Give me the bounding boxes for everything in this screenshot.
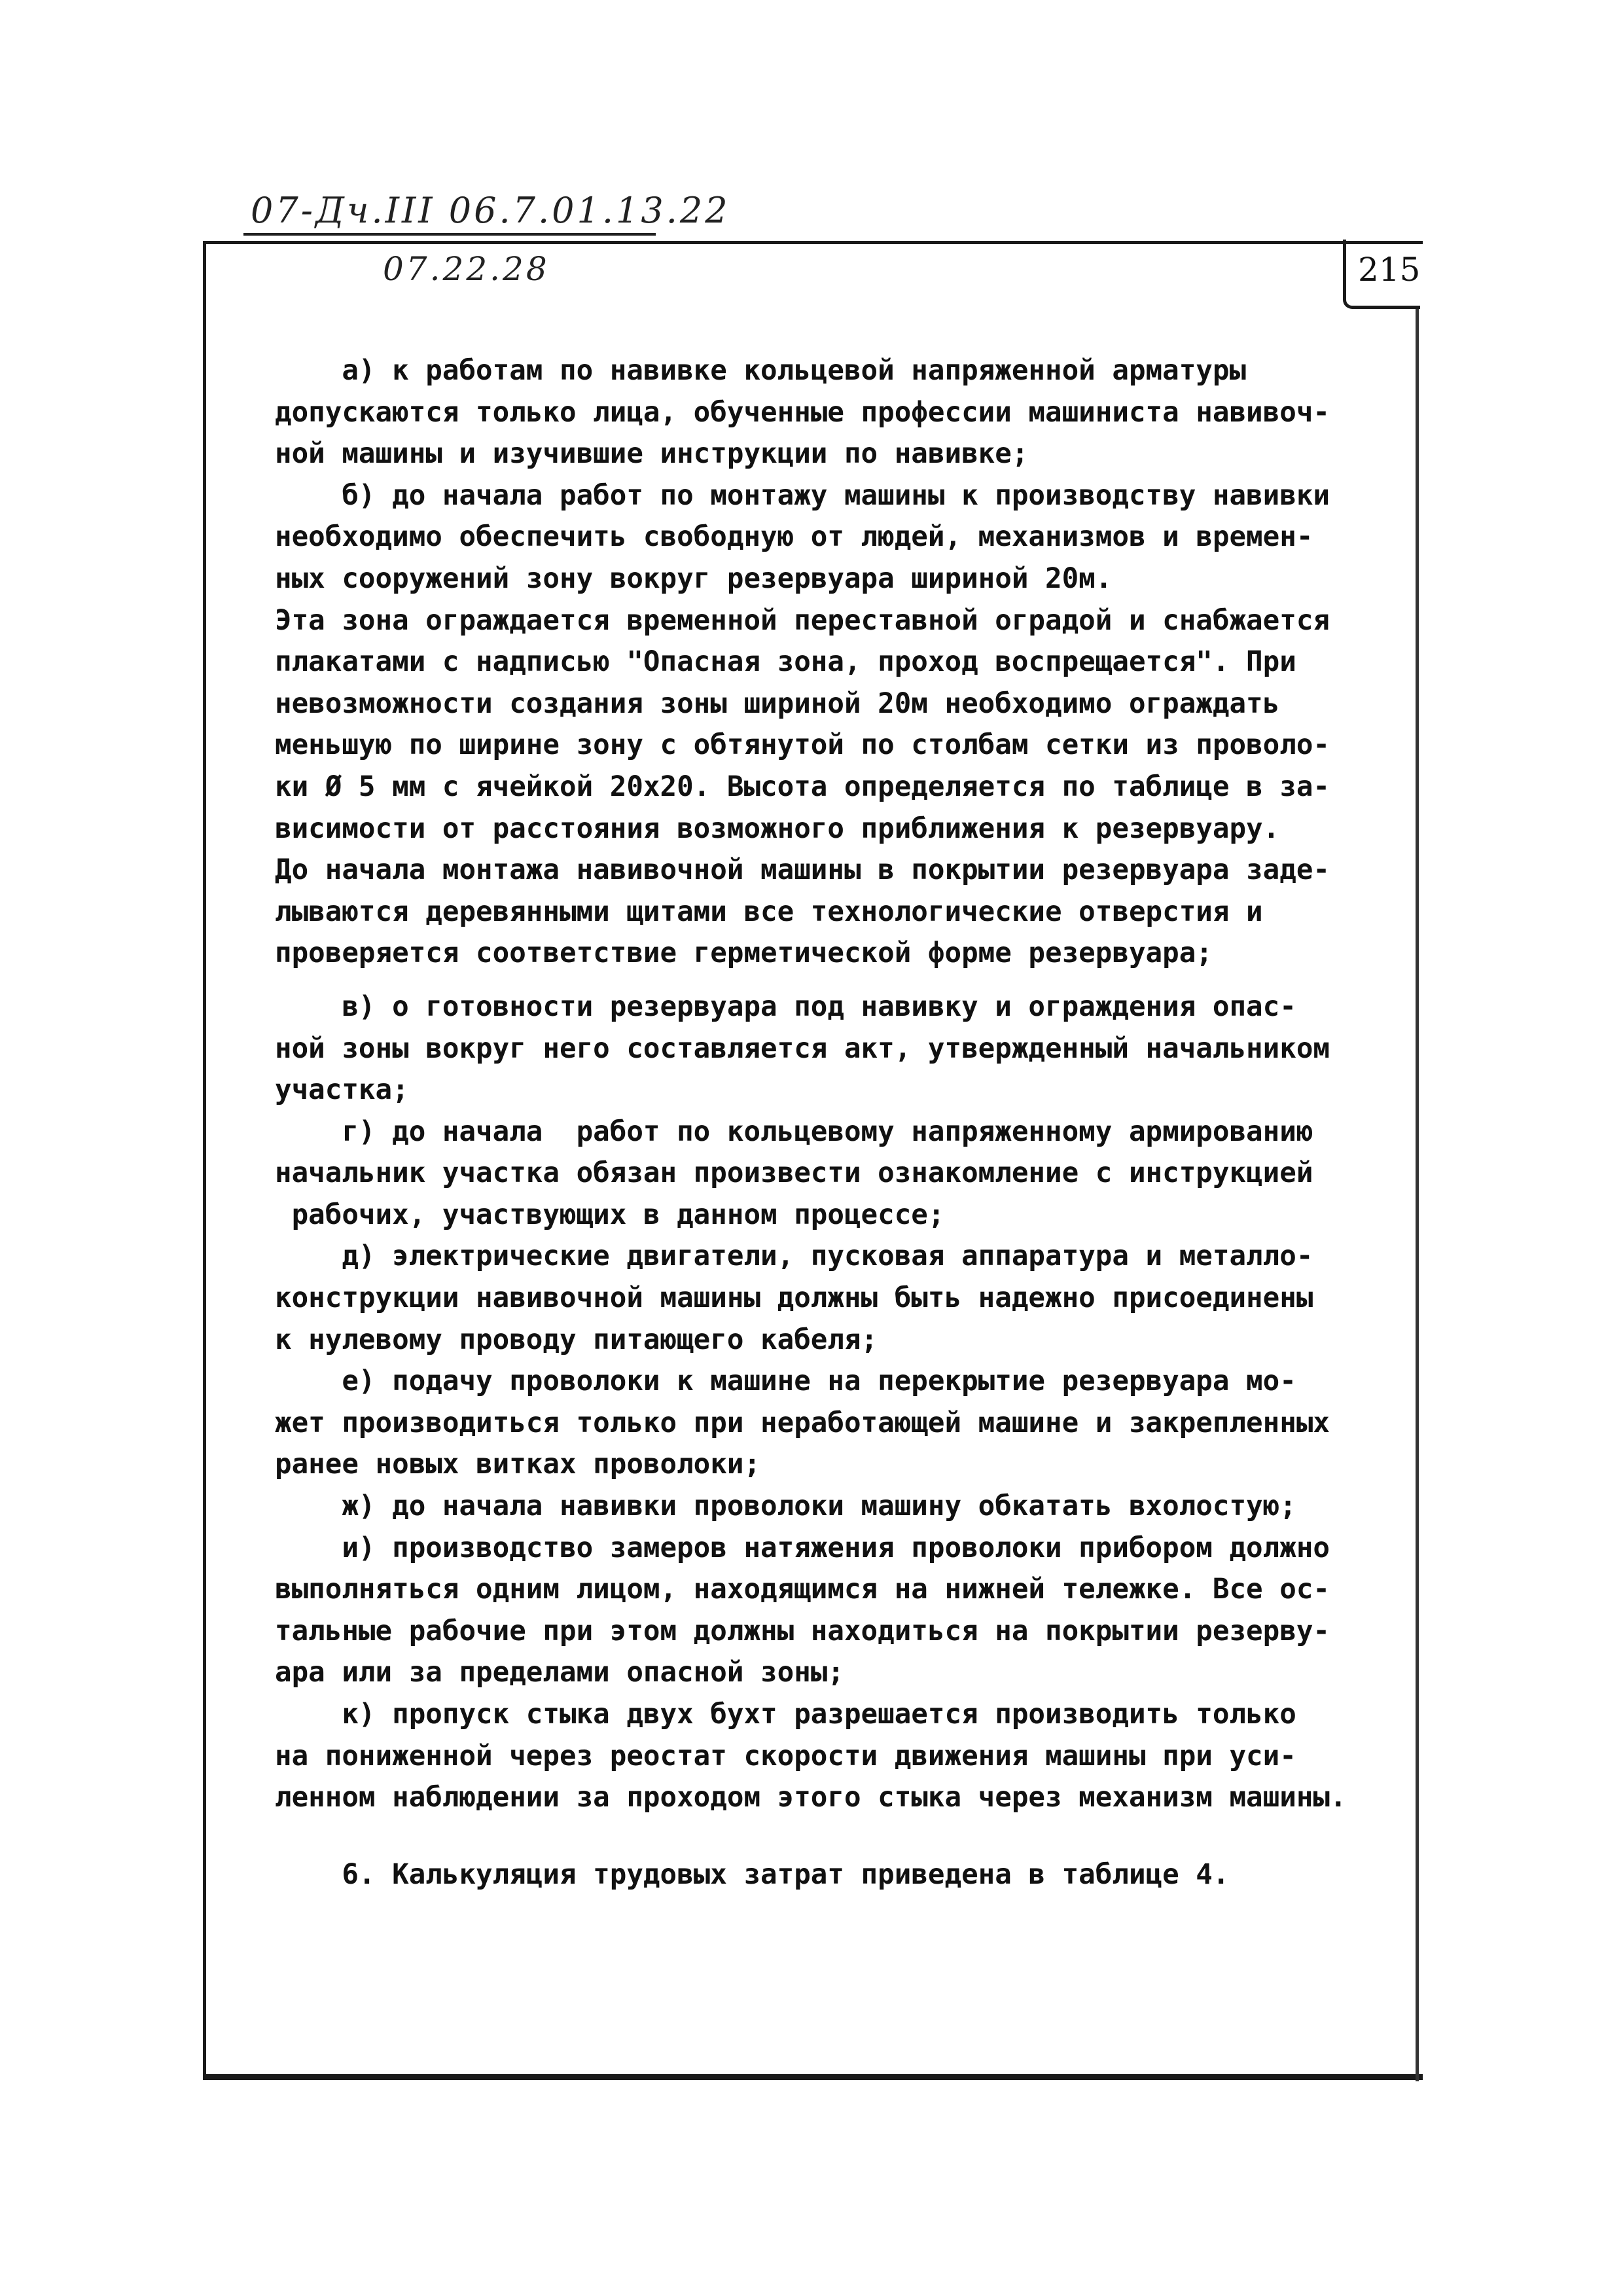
- text-line: Эта зона ограждается временной переставной оградой и снабжается: [275, 604, 1330, 637]
- frame-right-edge: [1416, 308, 1419, 2081]
- text-line: участка;: [275, 1074, 409, 1107]
- spacer: [275, 1819, 1414, 1854]
- text-line: к) пропуск стыка двух бухт разрешается производить только: [275, 1698, 1296, 1731]
- text-line: г) до начала работ по кольцевому напряженному армированию: [275, 1115, 1313, 1148]
- header-underline: [243, 233, 656, 236]
- paragraph-a: [275, 350, 1414, 475]
- text-line: ранее новых витках проволоки;: [275, 1448, 761, 1481]
- text-line: проверяется соответствие герметической форме резервуара;: [275, 937, 1213, 970]
- text-line: жет производиться только при неработающей машине и закрепленных: [275, 1407, 1330, 1439]
- spacer: [275, 975, 1414, 986]
- text-line: ной зоны вокруг него составляется акт, утвержденный начальником: [275, 1032, 1330, 1065]
- text-line: ленном наблюдении за проходом этого стыка через механизм машины.: [275, 1782, 1347, 1814]
- text-line: тальные рабочие при этом должны находиться на покрытии резерву-: [275, 1615, 1330, 1647]
- text-line: а) к работам по навивке кольцевой напряженной арматуры: [275, 355, 1247, 387]
- text-line: ки Ø 5 мм с ячейкой 20х20. Высота определяется по таблице в за-: [275, 770, 1330, 803]
- paragraph-v-k: [275, 986, 1414, 1819]
- text-line: ной машины и изучившие инструкции по навивке;: [275, 438, 1029, 471]
- text-line: и) производство замеров натяжения проволоки прибором должно: [275, 1532, 1330, 1564]
- text-line: необходимо обеспечить свободную от людей, механизмов и времен-: [275, 521, 1313, 554]
- paragraph-6: [275, 1854, 1414, 1896]
- text-line: невозможности создания зоны шириной 20м необходимо ограждать: [275, 687, 1280, 720]
- text-line: До начала монтажа навивочной машины в покрытии резервуара заде-: [275, 854, 1330, 887]
- text-line: е) подачу проволоки к машине на перекрытие резервуара мо-: [275, 1365, 1296, 1398]
- text-line: ж) до начала навивки проволоки машину обкатать вхолостую;: [275, 1490, 1296, 1523]
- text-line: конструкции навивочной машины должны быть надежно присоединены: [275, 1282, 1313, 1315]
- text-line: ара или за пределами опасной зоны;: [275, 1657, 844, 1689]
- text-line: рабочих, участвующих в данном процессе;: [275, 1198, 945, 1231]
- text-line: начальник участка обязан произвести ознакомление с инструкцией: [275, 1157, 1313, 1190]
- text-line: б) до начала работ по монтажу машины к производству навивки: [275, 479, 1330, 512]
- text-line: на пониженной через реостат скорости движения машины при уси-: [275, 1740, 1296, 1772]
- page-number: 215: [1358, 251, 1421, 289]
- paragraph-b: [275, 475, 1414, 975]
- sub-code: 07.22.28: [383, 250, 550, 288]
- text-line: висимости от расстояния возможного приближения к резервуару.: [275, 812, 1280, 845]
- text-line: ных сооружений зону вокруг резервуара шириной 20м.: [275, 562, 1113, 595]
- text-line: плакатами с надписью "Опасная зона, проход воспрещается". При: [275, 646, 1296, 679]
- text-line: выполняться одним лицом, находящимся на нижней тележке. Все ос-: [275, 1573, 1330, 1606]
- document-body: [275, 350, 1414, 1895]
- text-line: в) о готовности резервуара под навивку и ограждения опас-: [275, 990, 1296, 1023]
- header-code: 07-Дч.III 06.7.01.13.22: [251, 190, 730, 231]
- text-line: 6. Калькуляция трудовых затрат приведена в таблице 4.: [275, 1858, 1230, 1891]
- text-line: лываются деревянными щитами все технологические отверстия и: [275, 895, 1263, 928]
- text-line: допускаются только лица, обученные профессии машиниста навивоч-: [275, 396, 1330, 429]
- text-line: к нулевому проводу питающего кабеля;: [275, 1323, 878, 1356]
- text-line: д) электрические двигатели, пусковая аппаратура и металло-: [275, 1240, 1313, 1273]
- text-line: меньшую по ширине зону с обтянутой по столбам сетки из проволо-: [275, 729, 1330, 762]
